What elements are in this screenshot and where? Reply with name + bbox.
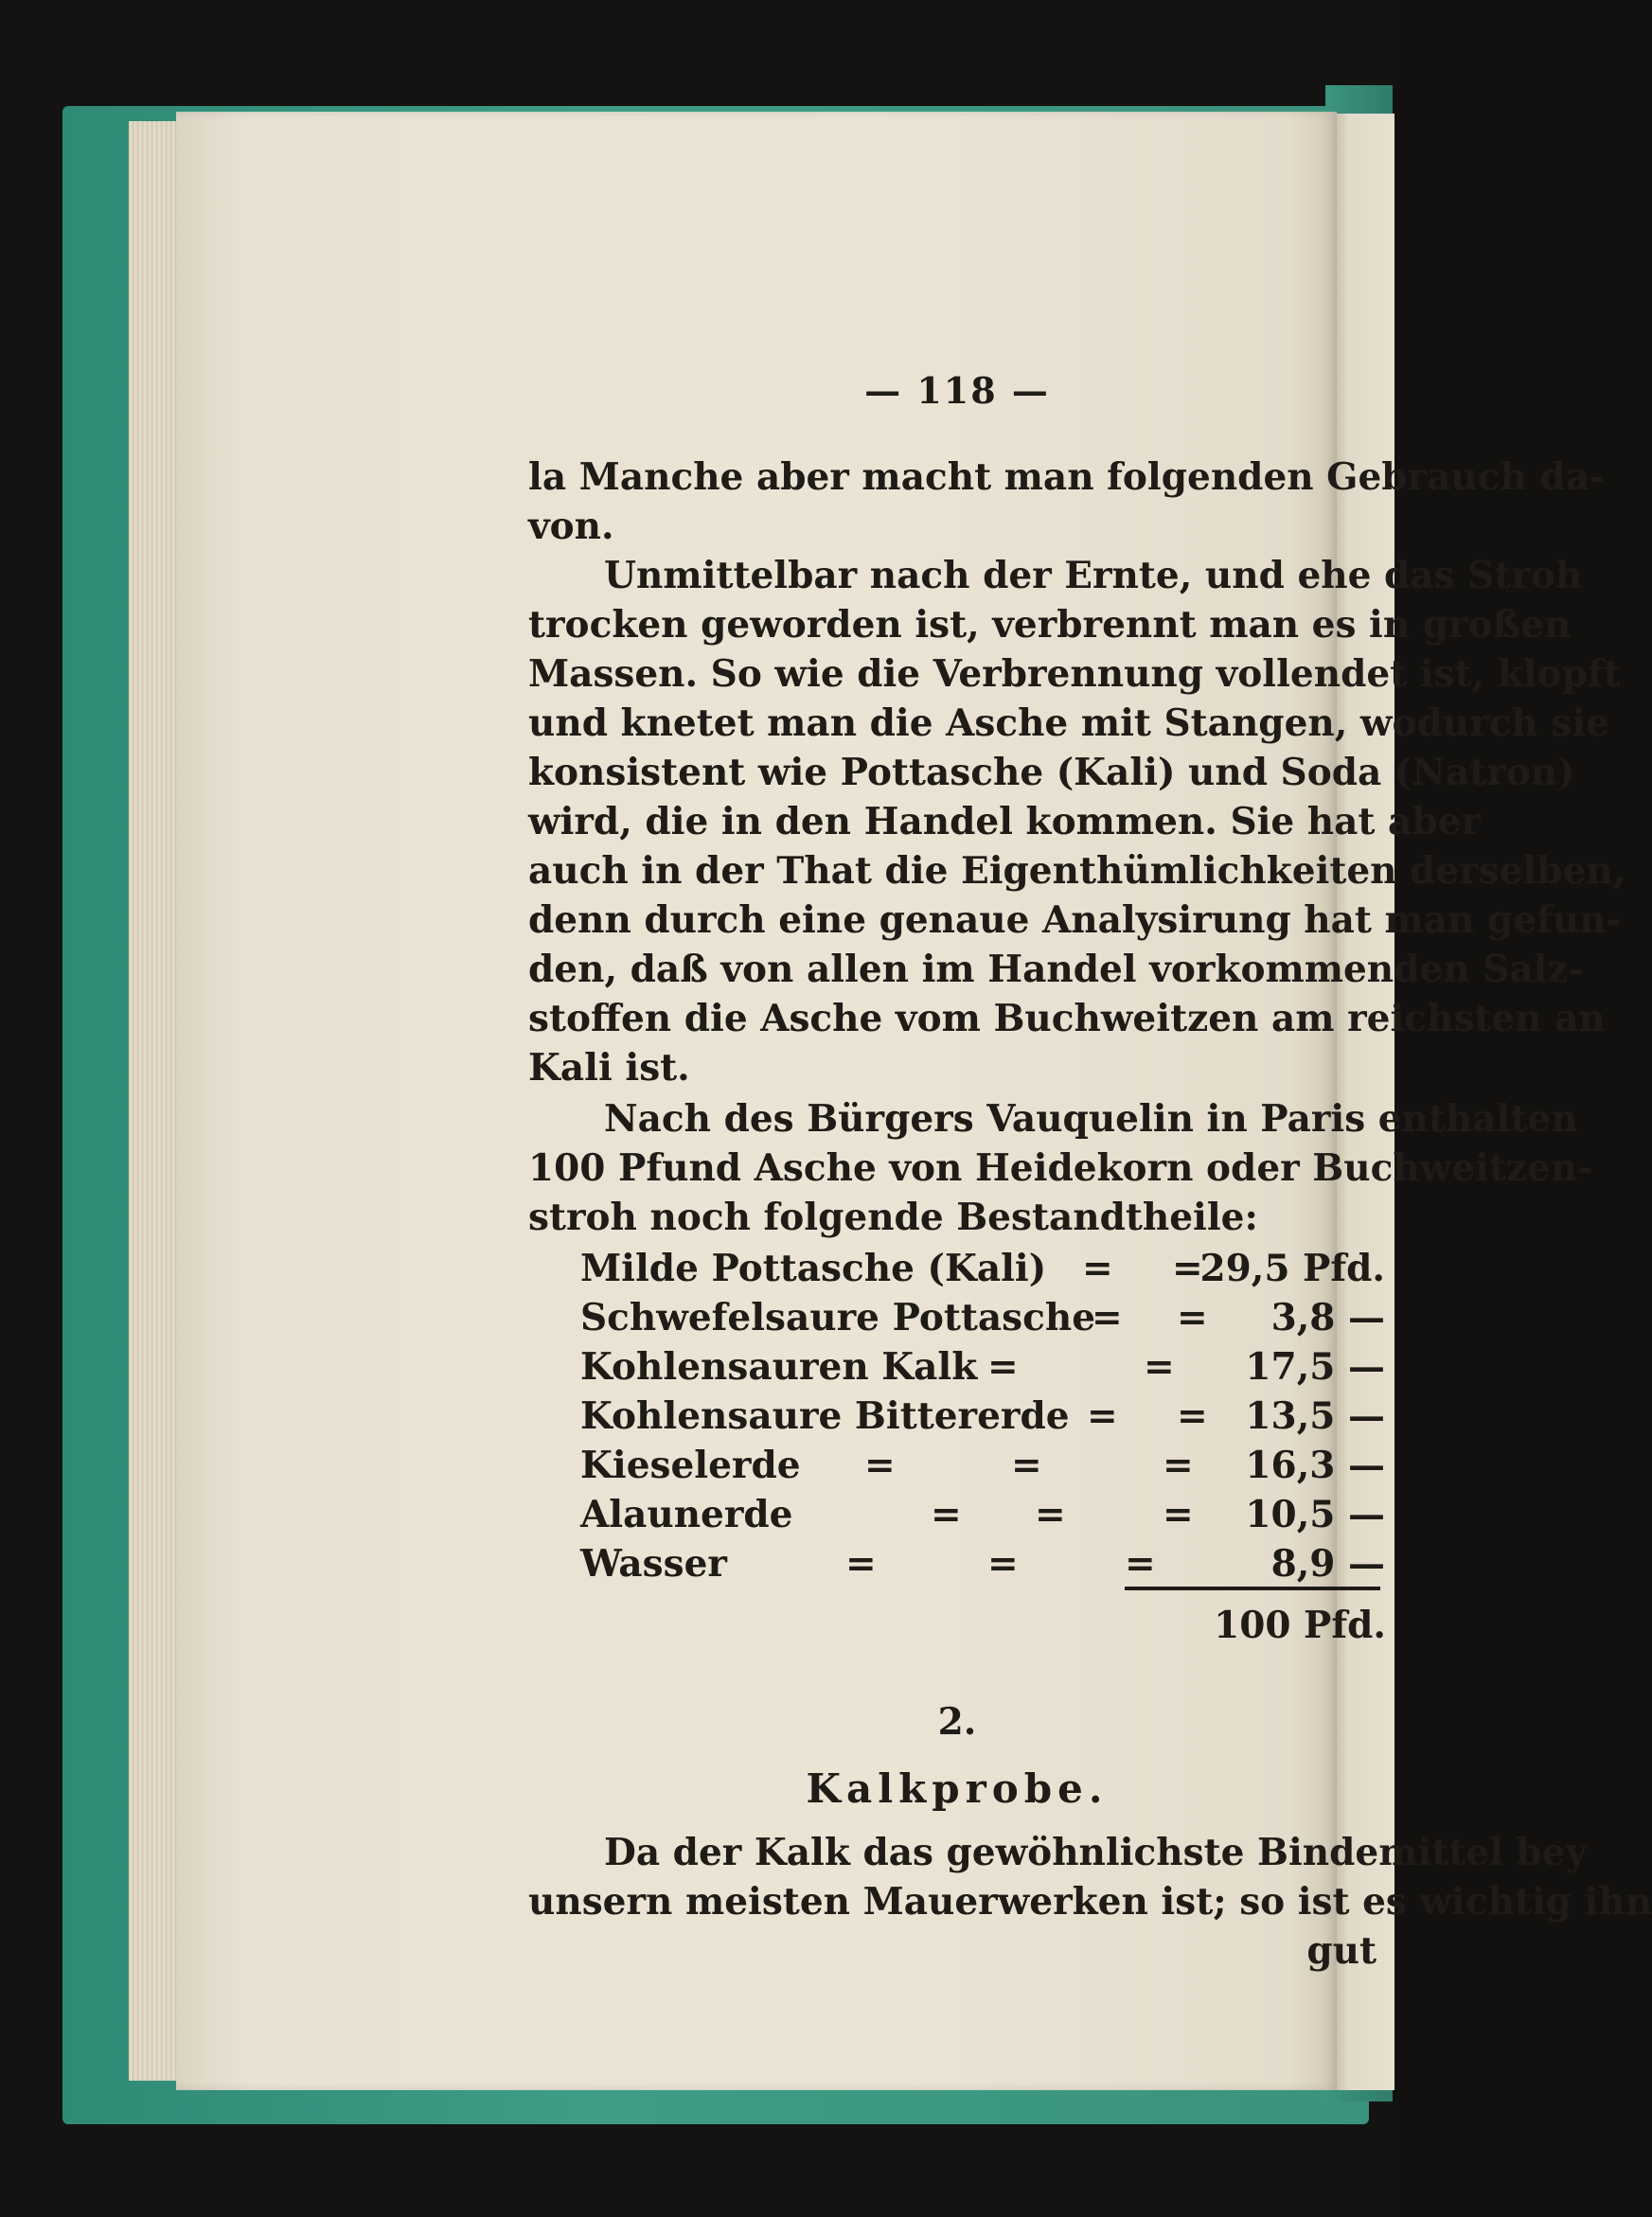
ditto-mark: = <box>1035 1493 1066 1536</box>
text-line: von. <box>528 505 614 548</box>
section-title: Kalkprobe. <box>806 1765 1109 1812</box>
ditto-mark: = <box>864 1444 896 1487</box>
table-row <box>580 1293 1385 1342</box>
text-line: Da der Kalk das gewöhnlichste Bindemittel bey <box>604 1831 1588 1874</box>
text-line: 100 Pfund Asche von Heidekorn oder Buchweitzen- <box>528 1146 1593 1190</box>
text-line: unsern meisten Mauerwerken ist; so ist es wichtig ihn <box>528 1880 1652 1924</box>
component-name: Milde Pottasche (Kali) <box>580 1247 1047 1290</box>
text-line: konsistent wie Pottasche (Kali) und Soda (Natron) <box>528 751 1575 794</box>
text-line: trocken geworden ist, verbrennt man es in großen <box>528 603 1572 647</box>
component-value: 8,9 — <box>1270 1542 1385 1586</box>
ditto-mark: = <box>1144 1345 1175 1389</box>
component-value: 10,5 — <box>1245 1493 1385 1536</box>
component-value: 17,5 — <box>1245 1345 1385 1389</box>
text-line: denn durch eine genaue Analysirung hat man gefun- <box>528 898 1622 942</box>
component-name: Kohlensauren Kalk <box>580 1345 978 1389</box>
ditto-mark: = <box>845 1542 877 1586</box>
component-name: Wasser <box>580 1542 727 1586</box>
table-row <box>580 1539 1385 1588</box>
text-line: stroh noch folgende Bestandtheile: <box>528 1196 1258 1239</box>
ditto-mark: = <box>1163 1493 1194 1536</box>
running-head: — 118 — <box>864 369 1050 412</box>
table-row <box>580 1342 1385 1392</box>
ditto-mark: = <box>931 1493 962 1536</box>
section-number: 2. <box>937 1700 977 1744</box>
ditto-mark: = <box>1177 1296 1208 1339</box>
ditto-mark: = <box>987 1345 1019 1389</box>
table-row <box>580 1392 1385 1441</box>
text-line: den, daß von allen im Handel vorkommenden Salz- <box>528 948 1584 991</box>
component-name: Schwefelsaure Pottasche <box>580 1296 1096 1339</box>
text-line: Nach des Bürgers Vauquelin in Paris enthalten <box>604 1097 1578 1141</box>
component-value: 16,3 — <box>1245 1444 1385 1487</box>
component-value: 29,5 Pfd. <box>1199 1247 1385 1290</box>
ditto-mark: = <box>1163 1444 1194 1487</box>
table-row <box>580 1441 1385 1490</box>
text-line: Massen. So wie die Verbrennung vollendet ist, klopft <box>528 652 1621 696</box>
ditto-mark: = <box>1082 1247 1113 1290</box>
catchword: gut <box>1306 1929 1377 1973</box>
book-page <box>176 112 1652 2090</box>
table-row <box>580 1490 1385 1539</box>
component-value: 13,5 — <box>1245 1394 1385 1438</box>
component-name: Alaunerde <box>580 1493 793 1536</box>
component-name: Kohlensaure Bittererde <box>580 1394 1070 1438</box>
text-line: wird, die in den Handel kommen. Sie hat aber <box>528 800 1481 843</box>
text-line: und knetet man die Asche mit Stangen, wodurch sie <box>528 701 1609 745</box>
text-line: Kali ist. <box>528 1046 690 1090</box>
table-total: 100 Pfd. <box>1214 1604 1386 1647</box>
text-line: Unmittelbar nach der Ernte, und ehe das Stroh <box>604 554 1583 597</box>
ditto-mark: = <box>987 1542 1019 1586</box>
ditto-mark: = <box>1172 1247 1203 1290</box>
text-line: stoffen die Asche vom Buchweitzen am reichsten an <box>528 997 1606 1040</box>
ditto-mark: = <box>1087 1394 1118 1438</box>
component-value: 3,8 — <box>1270 1296 1385 1339</box>
ditto-mark: = <box>1125 1542 1156 1586</box>
ditto-mark: = <box>1177 1394 1208 1438</box>
table-row <box>580 1244 1385 1293</box>
text-line: auch in der That die Eigenthümlichkeiten derselben, <box>528 849 1626 893</box>
sum-rule <box>1125 1587 1380 1590</box>
ditto-mark: = <box>1092 1296 1123 1339</box>
ditto-mark: = <box>1011 1444 1042 1487</box>
component-name: Kieselerde <box>580 1444 801 1487</box>
text-line: la Manche aber macht man folgenden Gebrauch da- <box>528 455 1606 499</box>
